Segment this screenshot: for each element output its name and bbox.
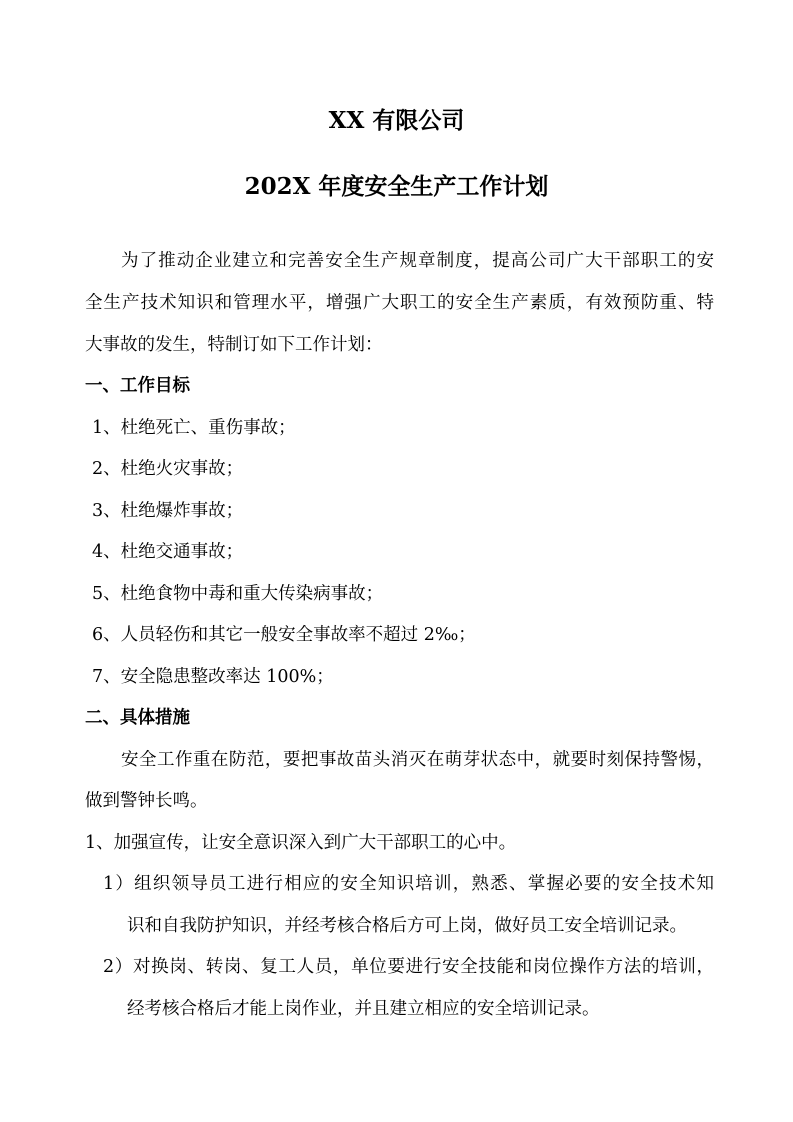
company-name: XX 有限公司 <box>328 107 465 134</box>
section-1-heading: 一、工作目标 <box>85 376 190 396</box>
sub-point-2-line-1: 2）对换岗、转岗、复工人员，单位要进行安全技能和岗位操作方法的培训， <box>103 957 714 977</box>
intro-line-2: 全生产技术知识和管理水平，增强广大职工的安全生产素质，有效预防重、特 <box>85 293 714 313</box>
measures-intro-line-1: 安全工作重在防范，要把事故苗头消灭在萌芽状态中，就要时刻保持警惕， <box>121 750 714 770</box>
goal-item-3: 3、杜绝爆炸事故； <box>92 501 244 521</box>
intro-line-1: 为了推动企业建立和完善安全生产规章制度，提高公司广大干部职工的安 <box>121 251 714 271</box>
goal-item-7: 7、安全隐患整改率达 100%； <box>92 667 334 687</box>
measure-point-1: 1、加强宣传，让安全意识深入到广大干部职工的心中。 <box>85 833 517 853</box>
goal-item-2: 2、杜绝火灾事故； <box>92 459 244 479</box>
sub-point-1-line-2: 识和自我防护知识，并经考核合格后方可上岗，做好员工安全培训记录。 <box>127 916 687 936</box>
sub-point-2-line-2: 经考核合格后才能上岗作业，并且建立相应的安全培训记录。 <box>127 999 600 1019</box>
goal-item-5: 5、杜绝食物中毒和重大传染病事故； <box>92 584 384 604</box>
intro-line-3: 大事故的发生，特制订如下工作计划： <box>85 335 383 355</box>
measures-intro-line-2: 做到警钟长鸣。 <box>85 791 208 811</box>
document-title: 202X 年度安全生产工作计划 <box>244 173 549 200</box>
goal-item-1: 1、杜绝死亡、重伤事故； <box>92 418 296 438</box>
goal-item-6: 6、人员轻伤和其它一般安全事故率不超过 2‰； <box>92 625 476 645</box>
section-2-heading: 二、具体措施 <box>85 708 190 728</box>
sub-point-1-line-1: 1）组织领导员工进行相应的安全知识培训，熟悉、掌握必要的安全技术知 <box>103 874 714 894</box>
goal-item-4: 4、杜绝交通事故； <box>92 542 244 562</box>
